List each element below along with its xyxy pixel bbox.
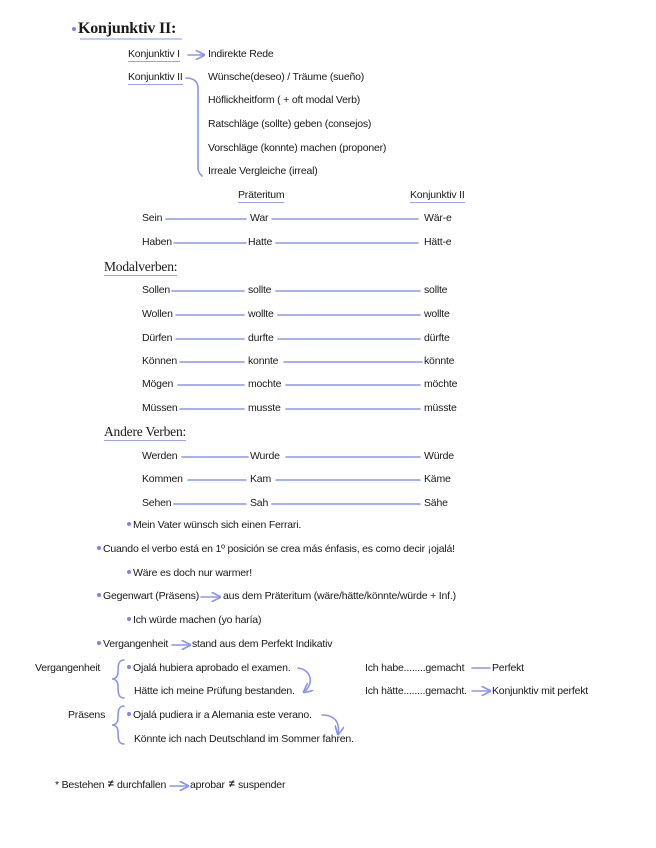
header-praeteritum: Präteritum [238, 189, 285, 201]
past-label: Vergangenheit [35, 662, 101, 674]
verb-konj: Würde [424, 450, 454, 462]
note-example-ferrari: Mein Vater wünsch sich einen Ferrari. [127, 519, 301, 532]
verb-konj: könnte [424, 355, 455, 367]
verb-inf: Sein [142, 212, 163, 224]
verb-inf: Dürfen [142, 332, 173, 344]
verb-konj: Sähe [424, 497, 448, 509]
header-konjunktiv: Konjunktiv II [410, 189, 465, 201]
footnote-suspender: suspender [238, 779, 286, 791]
verb-konj: sollte [424, 284, 448, 296]
past-example-german: Hätte ich meine Prüfung bestanden. [134, 685, 295, 697]
not-equal-icon: ≠ [229, 778, 235, 790]
verb-konj: möchte [424, 378, 458, 390]
verb-konj: dürfte [424, 332, 450, 344]
verb-konj: Käme [424, 473, 451, 485]
footnote-durchfallen: durchfallen [117, 779, 167, 791]
verb-konj: wollte [424, 308, 450, 320]
note-gegenwart-rule: aus dem Präteritum (wäre/hätte/könnte/würde + Inf.) [223, 590, 456, 602]
verb-prat: durfte [248, 332, 274, 344]
verb-inf: Mögen [142, 378, 174, 390]
brace-icon [186, 78, 202, 176]
not-equal-icon: ≠ [108, 778, 114, 790]
present-example-german: Könnte ich nach Deutschland im Sommer fahren. [134, 733, 354, 745]
verb-prat: konnte [248, 355, 279, 367]
footnote-aprobar: aprobar [190, 779, 225, 791]
konjunktiv-1-description: Indirekte Rede [208, 48, 274, 60]
verb-prat: sollte [248, 284, 272, 296]
verb-prat: Sah [250, 497, 269, 509]
past-perfekt-form: Ich habe........gemacht [365, 662, 465, 674]
verb-konj: Hätt-e [424, 236, 452, 248]
k2-use-2: Höflickheitform ( + oft modal Verb) [208, 94, 361, 106]
verb-prat: wollte [248, 308, 274, 320]
verb-prat: Wurde [250, 450, 280, 462]
k2-use-5: Irreale Vergleiche (irreal) [208, 165, 318, 177]
verb-inf: Können [142, 355, 178, 367]
verb-konj: müsste [424, 402, 457, 414]
konjunktiv-2-label: Konjunktiv II [128, 71, 183, 83]
curved-arrow-icon [322, 715, 338, 734]
curved-arrow-icon [298, 668, 310, 692]
note-vergangenheit-rule: stand aus dem Perfekt Indikativ [192, 638, 333, 650]
verb-prat: Hatte [248, 236, 273, 248]
verb-prat: War [250, 212, 269, 224]
brace-icon [112, 660, 124, 698]
page-title: Konjunktiv II: [72, 20, 176, 38]
note-emphasis: Cuando el verbo está en 1º posición se crea más énfasis, es como decir ¡ojalá! [97, 543, 455, 556]
note-vergangenheit-label: Vergangenheit [97, 638, 168, 651]
k2-use-3: Ratschläge (sollte) geben (consejos) [208, 118, 372, 130]
note-gegenwart-label: Gegenwart (Präsens) [97, 590, 199, 603]
footnote-bestehen: * Bestehen [55, 779, 105, 791]
past-example-spanish: Ojalá hubiera aprobado el examen. [127, 662, 290, 675]
verb-inf: Haben [142, 236, 172, 248]
past-konj-label: Konjunktiv mit perfekt [492, 685, 588, 697]
k2-use-1: Wünsche(deseo) / Träume (sueño) [208, 71, 365, 83]
note-example-warmer: Wäre es doch nur warmer! [127, 567, 252, 580]
verb-konj: Wär-e [424, 212, 452, 224]
verb-inf: Sehen [142, 497, 172, 509]
past-konj-form: Ich hätte........gemacht. [365, 685, 467, 697]
verb-inf: Werden [142, 450, 178, 462]
verb-inf: Sollen [142, 284, 170, 296]
verb-prat: Kam [250, 473, 271, 485]
verb-prat: musste [248, 402, 281, 414]
verb-prat: mochte [248, 378, 282, 390]
verb-inf: Müssen [142, 402, 178, 414]
konjunktiv-1-label: Konjunktiv I [128, 48, 180, 60]
note-example-machen: Ich würde machen (yo haría) [127, 614, 261, 627]
modal-section-title: Modalverben: [104, 259, 178, 274]
other-verbs-section-title: Andere Verben: [104, 424, 187, 439]
past-perfekt-label: Perfekt [492, 662, 524, 674]
k2-use-4: Vorschläge (konnte) machen (proponer) [208, 142, 387, 154]
verb-inf: Wollen [142, 308, 173, 320]
brace-icon [112, 706, 124, 744]
verb-inf: Kommen [142, 473, 183, 485]
present-example-spanish: Ojalá pudiera ir a Alemania este verano. [127, 709, 312, 722]
present-label: Präsens [68, 709, 106, 721]
